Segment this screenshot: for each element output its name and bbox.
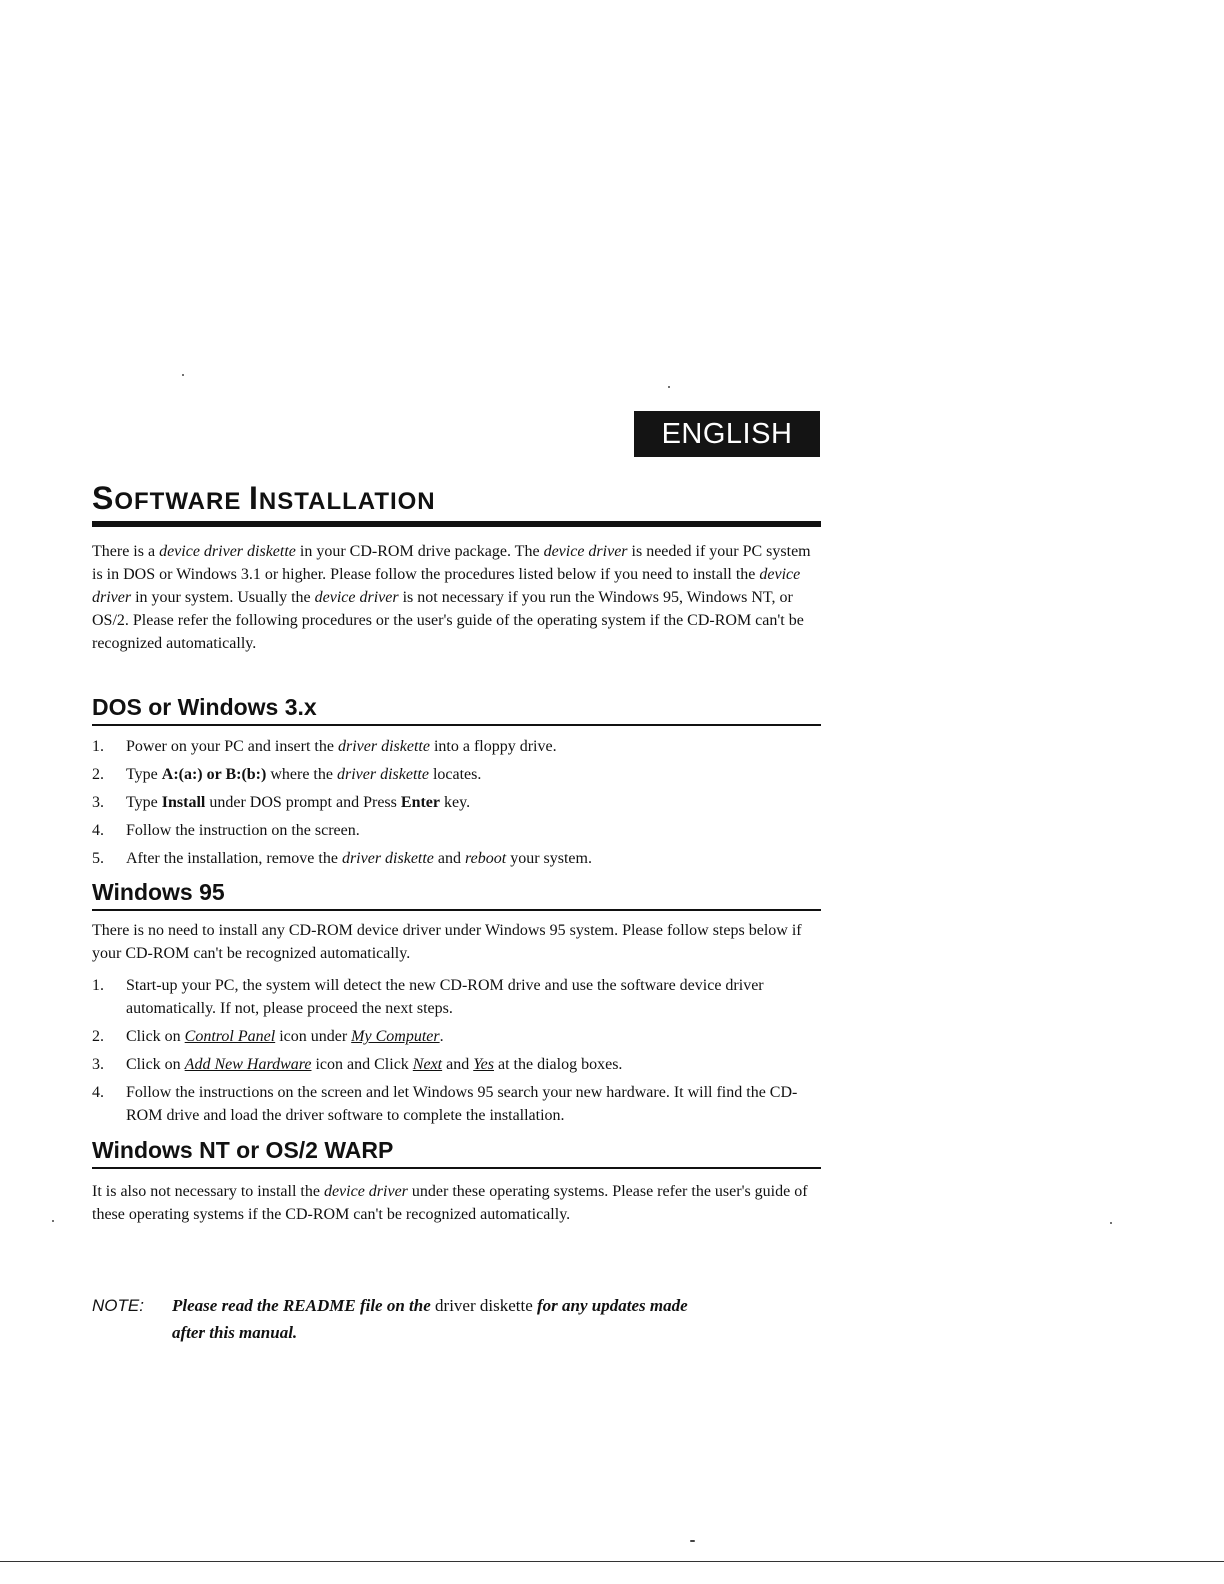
control-panel-link: Control Panel	[184, 1028, 276, 1045]
list-item: 3. Type Install under DOS prompt and Press Enter key.	[92, 794, 471, 811]
bottom-rule	[0, 1561, 1224, 1562]
page-title: SOFTWARE INSTALLATION	[92, 480, 821, 527]
win95-steps-list	[92, 974, 822, 1132]
language-badge: ENGLISH	[634, 411, 820, 457]
list-item: 1. Power on your PC and insert the driver diskette into a floppy drive.	[92, 738, 557, 755]
list-item: 4. Follow the instruction on the screen.	[92, 822, 360, 839]
scan-speck	[668, 386, 670, 388]
list-item: 5. After the installation, remove the driver diskette and reboot your system.	[92, 850, 592, 867]
next-link: Next	[412, 1056, 443, 1073]
my-computer-link: My Computer	[351, 1028, 440, 1045]
scan-speck	[690, 1540, 695, 1542]
yes-link: Yes	[473, 1056, 494, 1073]
intro-paragraph: There is a device driver diskette in your CD-ROM drive package. The device driver is needed if your PC system is in DOS or Windows 3.1 or higher. Please follow the procedures listed below if you need to install the device driver in your system. Usually the device driver is not necessary if you run the Windows 95, Windows NT, or OS/2. Please refer the following procedures or the user's guide of the operating system if the CD-ROM can't be recognized automatically.	[92, 543, 811, 652]
scan-speck	[52, 1220, 54, 1222]
dos-steps-list	[92, 735, 822, 875]
list-item: 4. Follow the instructions on the screen and let Windows 95 search your new hardware. It will find the CD-ROM drive and load the driver software to complete the installation.	[92, 1084, 798, 1124]
list-item: 2. Click on Control Panel icon under My Computer.	[92, 1028, 444, 1045]
list-item: 1. Start-up your PC, the system will detect the new CD-ROM drive and use the software device driver automatically. If not, please proceed the next steps.	[92, 977, 764, 1017]
list-item: 3. Click on Add New Hardware icon and Click Next and Yes at the dialog boxes.	[92, 1056, 623, 1073]
scan-speck	[182, 374, 184, 376]
scan-speck	[1110, 1222, 1112, 1224]
win95-intro: There is no need to install any CD-ROM device driver under Windows 95 system. Please follow steps below if your CD-ROM can't be recognized automatically.	[92, 922, 802, 962]
section-heading-dos: DOS or Windows 3.x	[92, 694, 821, 726]
section-heading-nt: Windows NT or OS/2 WARP	[92, 1137, 821, 1169]
nt-paragraph: It is also not necessary to install the device driver under these operating systems. Please refer the user's guide of these operating systems if the CD-ROM can't be recognized automatically.	[92, 1183, 808, 1223]
section-heading-win95: Windows 95	[92, 879, 821, 911]
add-new-hardware-link: Add New Hardware	[184, 1056, 312, 1073]
note: NOTE: Please read the README file on the driver diskette for any updates made after this manual.	[92, 1296, 688, 1342]
list-item: 2. Type A:(a:) or B:(b:) where the driver diskette locates.	[92, 766, 482, 783]
